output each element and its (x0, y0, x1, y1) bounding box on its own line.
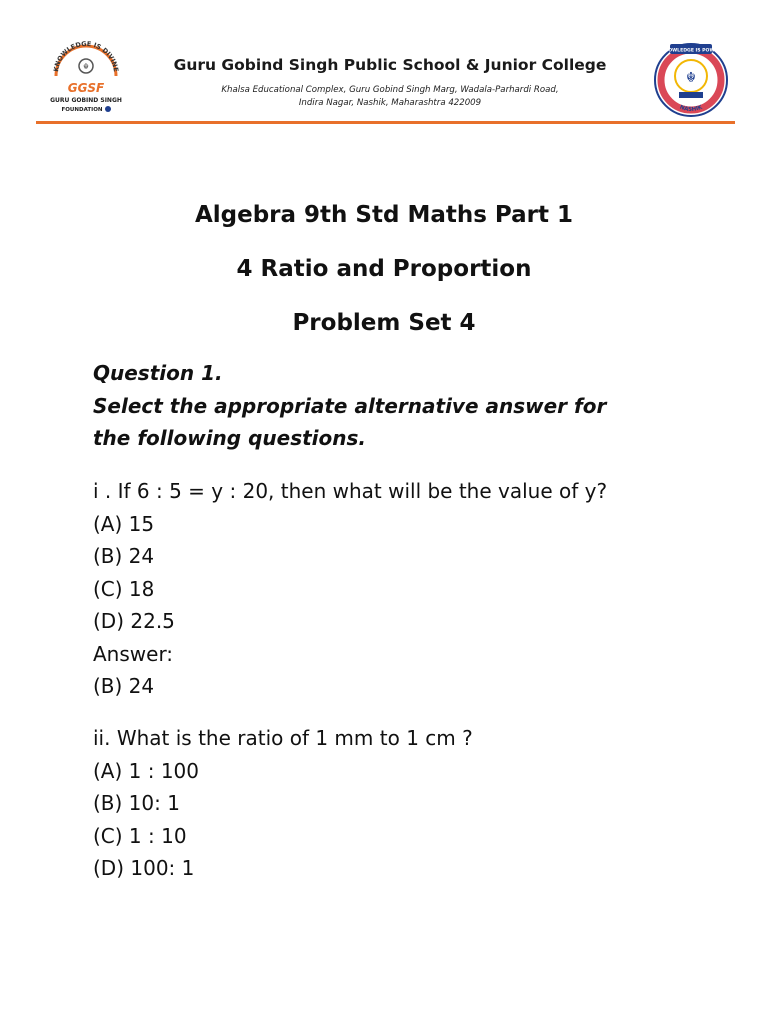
question-item (93, 475, 733, 703)
address-line-2: Indira Nagar, Nashik, Maharashtra 422009 (298, 98, 482, 108)
answer-value: (B) 24 (93, 674, 155, 698)
school-crest-logo (650, 40, 732, 120)
option-c: (C) 1 : 10 (93, 823, 187, 848)
option-b: (B) 10: 1 (93, 791, 180, 815)
question-text: ii. What is the ratio of 1 mm to 1 cm ? (93, 726, 473, 750)
address-line-1: Khalsa Educational Complex, Guru Gobind Singh Marg, Wadala-Parhardi Road, (221, 85, 559, 95)
option-c: (C) 18 (93, 576, 155, 601)
option-a: (A) 15 (93, 511, 155, 536)
document-title: Algebra 9th Std Maths Part 1 (194, 202, 574, 228)
svg-text:GURU GOBIND SINGH: GURU GOBIND SINGH (50, 97, 122, 104)
problem-set-title: Problem Set 4 (292, 310, 476, 336)
question-text: i . If 6 : 5 = y : 20, then what will be the value of y? (93, 479, 608, 503)
svg-text:☬: ☬ (686, 70, 696, 86)
svg-text:NASHIK: NASHIK (678, 104, 704, 113)
svg-text:GGSF: GGSF (67, 81, 105, 95)
school-address (150, 84, 630, 110)
option-d: (D) 22.5 (93, 609, 175, 633)
question-item (93, 722, 733, 885)
svg-text:KNOWLEDGE IS DIVINE: KNOWLEDGE IS DIVINE (52, 40, 120, 73)
option-a: (A) 1 : 100 (93, 758, 199, 783)
instruction-line-2: the following questions. (93, 426, 366, 450)
ggsf-foundation-logo (44, 40, 128, 118)
svg-text:KNOWLEDGE IS POWER: KNOWLEDGE IS POWER (660, 48, 722, 54)
option-b: (B) 24 (93, 544, 155, 568)
chapter-title: 4 Ratio and Proportion (236, 256, 532, 282)
svg-text:FOUNDATION: FOUNDATION (61, 107, 103, 113)
header-divider (36, 121, 735, 124)
letterhead (0, 0, 768, 130)
question-number: Question 1. (93, 361, 223, 385)
instruction-line-1: Select the appropriate alternative answer for (93, 393, 607, 418)
svg-text:☬: ☬ (83, 62, 89, 71)
school-name: Guru Gobind Singh Public School & Junior College (173, 56, 607, 74)
question-heading-block (93, 357, 693, 455)
answer-label: Answer: (93, 641, 174, 666)
option-d: (D) 100: 1 (93, 856, 195, 880)
